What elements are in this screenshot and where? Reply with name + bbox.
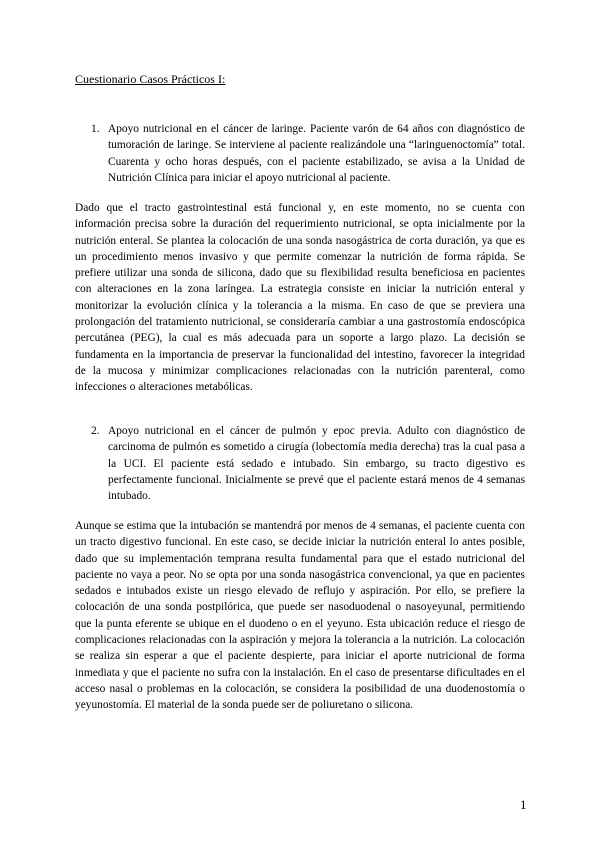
case-2-prompt xyxy=(91,423,525,504)
case-2-prompt-text: Apoyo nutricional en el cáncer de pulmón y epoc previa. Adulto con diagnóstico de carcinoma de pulmón es sometido a cirugía (lobectomía media derecha) tras la cual pasa a la UCI. El paciente está sedado e intubado. Sin embargo, su tracto digestivo es perfectamente funcional. Inicialmente se prevé que el paciente estará menos de 4 semanas intubado. xyxy=(108,425,525,503)
case-1-prompt-text: Apoyo nutricional en el cáncer de laringe. Paciente varón de 64 años con diagnóstico de tumoración de laringe. Se interviene al paciente realizándole una “laringuenoctomía” total. Cuarenta y ocho horas después, con el paciente estabilizado, se avisa a la Unidad de Nutrición Clínica para iniciar el apoyo nutricional al paciente. xyxy=(108,123,525,184)
case-2-answer: Aunque se estima que la intubación se mantendrá por menos de 4 semanas, el paciente cuenta con un tracto digestivo funcional. En este caso, se decide iniciar la nutrición enteral lo antes posible, dado que su implementación temprana resulta fundamental para que el estado nutricional del paciente no vaya a peor. No se opta por una sonda nasogástrica convencional, ya que en pacientes sedados e intubados existe un riesgo elevado de reflujo y aspiración. Por ello, se prefiere la colocación de una sonda postpilórica, que puede ser nasoduodenal o nasoyeyunal, permitiendo que la punta eferente se ubique en el duodeno o en el yeyuno. Esta ubicación reduce el riesgo de complicaciones relacionadas con la aspiración y mejora la tolerancia a la nutrición. La colocación se realiza sin esperar a que el paciente despierte, para iniciar el aporte nutricional de forma inmediata y que el paciente no sufra con la instalación. En el caso de presentarse dificultades en el acceso nasal o problemas en la colocación, se considera la posibilidad de una duodenostomía o yeyunostomía. El material de la sonda puede ser de poliuretano o silicona. xyxy=(75,520,525,712)
case-1-prompt xyxy=(91,121,525,186)
case-2-number: 2. xyxy=(91,425,100,437)
page-number: 1 xyxy=(520,797,527,812)
case-1-answer: Dado que el tracto gastrointestinal está funcional y, en este momento, no se cuenta con información precisa sobre la duración del requerimiento nutricional, se opta inicialmente por la nutrición enteral. Se plantea la colocación de una sonda nasogástrica de corta duración, ya que es un procedimiento menos invasivo y que permite comenzar la nutrición de forma rápida. Se prefiere utilizar una sonda de silicona, dado que su flexibilidad resulta beneficiosa en pacientes con alteraciones en la zona laríngea. La estrategia consiste en iniciar la nutrición enteral y monitorizar la evolución clínica y la tolerancia a la misma. En caso de que se previera una prolongación del tratamiento nutricional, se consideraría cambiar a una gastrostomía endoscópica percutánea (PEG), la cual es más adecuada para un soporte a largo plazo. La decisión se fundamenta en la importancia de preservar la funcionalidad del intestino, favorecer la integridad de la mucosa y minimizar complicaciones relacionadas con la nutrición parenteral, como infecciones o alteraciones metabólicas. xyxy=(75,202,525,394)
document-title: Cuestionario Casos Prácticos I: xyxy=(75,72,226,86)
case-1-number: 1. xyxy=(91,123,100,135)
